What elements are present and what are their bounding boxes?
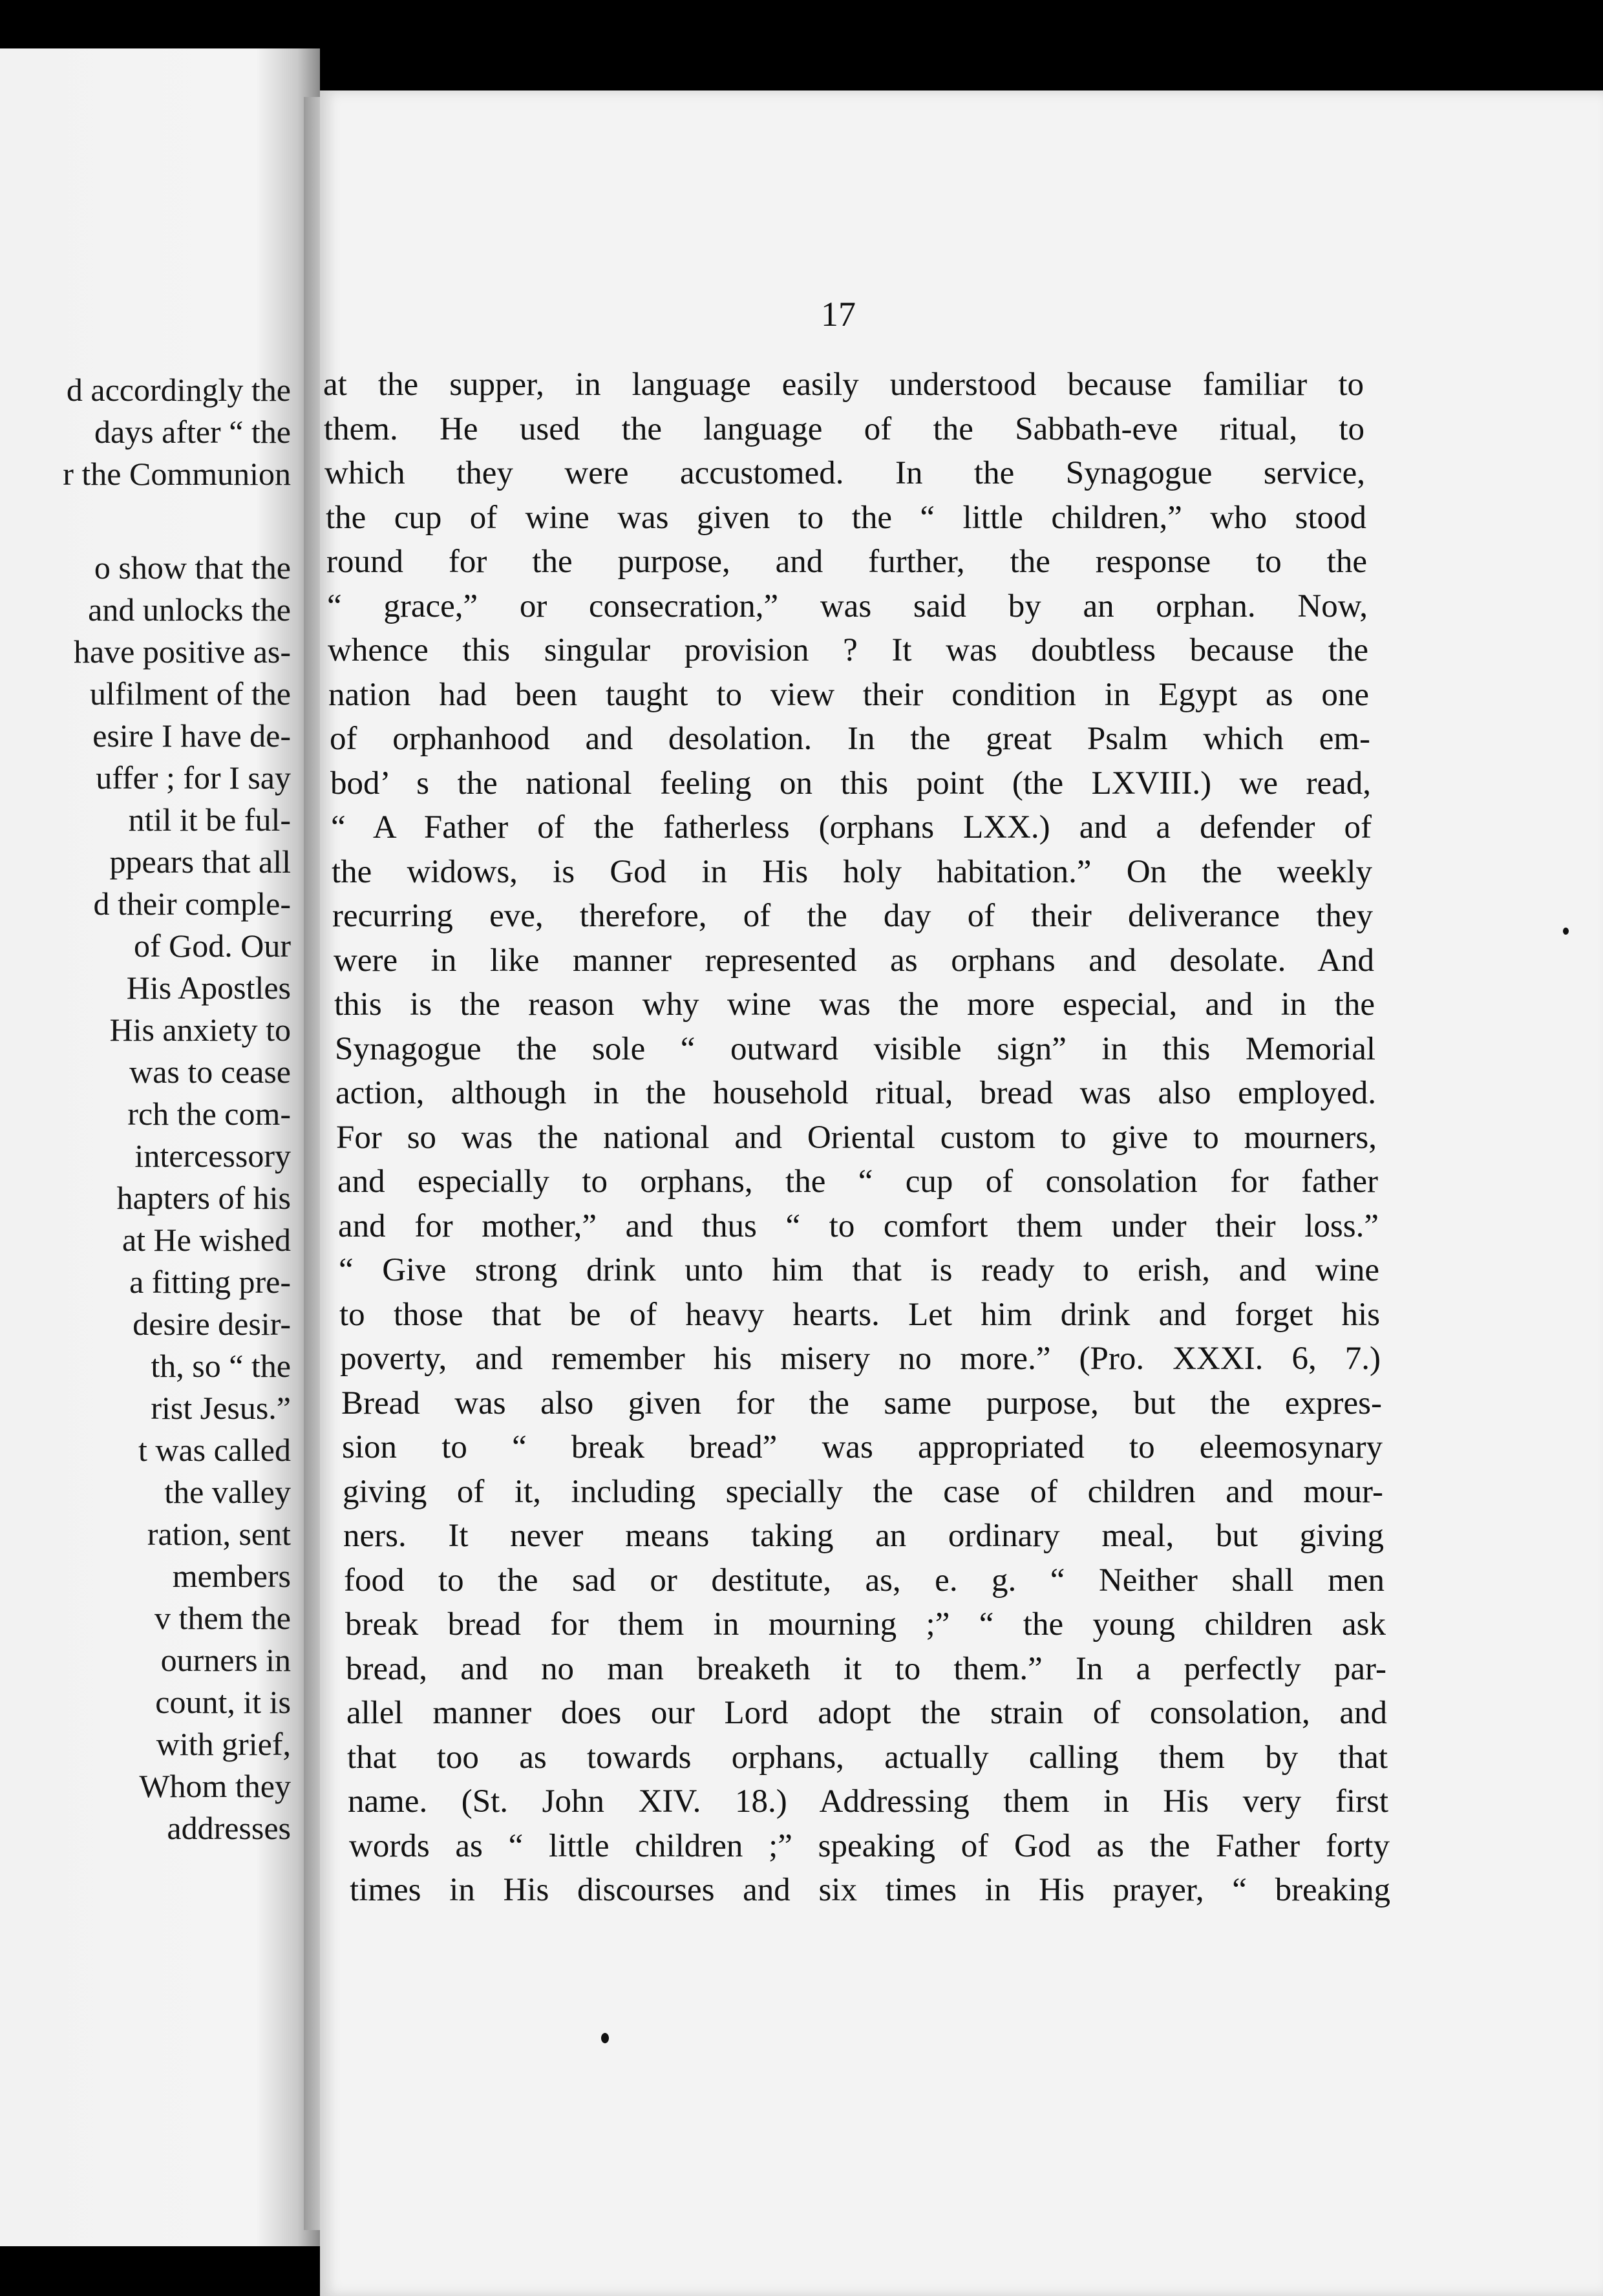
body-text-line: “ grace,” or consecration,” was said by an orphan. Now, <box>327 588 1368 624</box>
left-page-line: intercessory <box>134 1138 291 1174</box>
left-page-line: ration, sent <box>147 1516 291 1552</box>
left-page-line: rch the com- <box>127 1096 291 1132</box>
body-text-line: sion to “ break bread” was appropriated to eleemosynary <box>342 1429 1383 1465</box>
left-page-line: was to cease <box>129 1054 291 1090</box>
body-text-line: and for mother,” and thus “ to comfort them under their loss.” <box>338 1208 1379 1244</box>
left-page <box>0 48 320 2246</box>
left-page-line: th, so “ the <box>151 1348 291 1384</box>
body-text-line: “ A Father of the fatherless (orphans LXX.) and a defender of <box>331 809 1372 845</box>
left-page-line: o show that the <box>94 549 291 586</box>
page-number: 17 <box>821 295 856 334</box>
left-page-line: desire desir- <box>133 1306 291 1342</box>
body-text-line: food to the sad or destitute, as, e. g. “ Neither shall men <box>344 1562 1385 1599</box>
body-text-line: round for the purpose, and further, the response to the <box>326 544 1367 580</box>
body-text-line: whence this singular provision ? It was doubtless because the <box>328 632 1368 668</box>
left-page-line: of God. Our <box>133 928 291 964</box>
body-text-line: bod’ s the national feeling on this point (the LXVIII.) we read, <box>330 765 1371 802</box>
body-text-line: poverty, and remember his misery no more.” (Pro. XXXI. 6, 7.) <box>340 1341 1381 1377</box>
left-page-line: d accordingly the <box>66 372 291 408</box>
body-text-line: Synagogue the sole “ outward visible sign” in this Memorial <box>335 1031 1375 1067</box>
left-page-line: ntil it be ful- <box>128 802 291 838</box>
body-text-line: of orphanhood and desolation. In the great Psalm which em- <box>330 721 1370 757</box>
body-text-line: nation had been taught to view their condition in Egypt as one <box>328 677 1369 713</box>
body-text-line: them. He used the language of the Sabbath-eve ritual, to <box>324 411 1364 447</box>
left-page-line: v them the <box>154 1600 291 1636</box>
body-text-line: For so was the national and Oriental custom to give to mourners, <box>336 1120 1377 1156</box>
body-text-line: allel manner does our Lord adopt the strain of consolation, and <box>346 1695 1387 1731</box>
body-text-line: times in His discourses and six times in His prayer, “ breaking <box>350 1872 1390 1908</box>
left-page-line: r the Communion <box>63 456 291 492</box>
left-page-line: count, it is <box>155 1684 291 1720</box>
ink-speck <box>1563 928 1569 935</box>
left-page-line: His Apostles <box>126 970 291 1006</box>
left-page-line: His anxiety to <box>109 1012 291 1048</box>
body-text-line: that too as towards orphans, actually calling them by that <box>347 1739 1388 1776</box>
left-page-line: have positive as- <box>73 633 291 670</box>
left-page-line: rist Jesus.” <box>151 1390 291 1426</box>
left-page-line: a fitting pre- <box>129 1264 291 1300</box>
left-page-line: Whom they <box>139 1768 291 1804</box>
body-text-line: the widows, is God in His holy habitation.” On the weekly <box>332 854 1372 890</box>
body-text-line: break bread for them in mourning ;” “ the young children ask <box>345 1606 1386 1642</box>
body-text-line: name. (St. John XIV. 18.) Addressing them in His very first <box>348 1783 1388 1820</box>
left-page-line: ourners in <box>160 1642 291 1678</box>
body-text-line: giving of it, including specially the case of children and mour- <box>343 1474 1383 1510</box>
body-text-line: words as “ little children ;” speaking of God as the Father forty <box>349 1828 1390 1864</box>
body-text-line: which they were accustomed. In the Synagogue service, <box>324 455 1365 491</box>
left-page-line: uffer ; for I say <box>96 760 291 796</box>
left-page-line: members <box>172 1558 291 1594</box>
body-text-line: to those that be of heavy hearts. Let him drink and forget his <box>339 1297 1380 1333</box>
body-text-line: “ Give strong drink unto him that is ready to erish, and wine <box>339 1252 1379 1288</box>
left-page-line: t was called <box>138 1432 291 1468</box>
body-text-line: the cup of wine was given to the “ little children,” who stood <box>326 500 1366 536</box>
left-page-line: hapters of his <box>116 1180 291 1216</box>
left-page-line: esire I have de- <box>92 717 291 754</box>
body-text-line: recurring eve, therefore, of the day of their deliverance they <box>332 898 1373 934</box>
body-text-line: were in like manner represented as orphans and desolate. And <box>334 942 1374 979</box>
body-text-line: at the supper, in language easily understood because familiar to <box>323 367 1364 403</box>
left-page-line: d their comple- <box>93 886 291 922</box>
left-page-line: ppears that all <box>109 844 291 880</box>
body-text-line: bread, and no man breaketh it to them.” In a perfectly par- <box>346 1651 1386 1687</box>
ink-speck <box>601 2033 609 2043</box>
left-page-line: addresses <box>167 1810 291 1846</box>
left-page-line: and unlocks the <box>88 591 291 628</box>
left-page-line: with grief, <box>156 1726 291 1762</box>
body-text-line: Bread was also given for the same purpose, but the expres- <box>341 1385 1382 1421</box>
body-text-line: this is the reason why wine was the more especial, and in the <box>334 986 1375 1023</box>
body-text-line: and especially to orphans, the “ cup of consolation for father <box>337 1164 1378 1200</box>
body-text-line: action, although in the household ritual, bread was also employed. <box>335 1075 1376 1111</box>
left-page-line: at He wished <box>122 1222 291 1258</box>
left-page-line: days after “ the <box>94 414 291 450</box>
body-text-line: ners. It never means taking an ordinary meal, but giving <box>343 1518 1384 1554</box>
left-page-line: ulfilment of the <box>89 675 291 712</box>
left-page-line: the valley <box>164 1474 291 1510</box>
